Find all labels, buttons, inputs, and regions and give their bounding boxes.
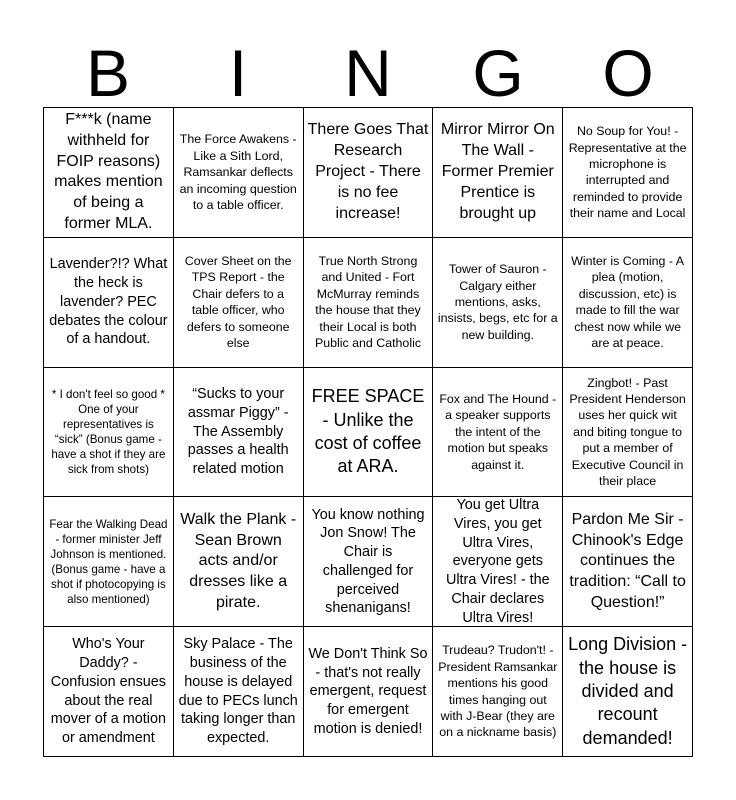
bingo-cell[interactable]	[563, 238, 693, 368]
cell-text: You know nothing Jon Snow! The Chair is challenged for perceived shenanigans!	[311, 506, 425, 617]
cell-text: “Sucks to your assmar Piggy” - The Assembly passes a health related motion	[187, 386, 289, 478]
bingo-cell[interactable]	[44, 238, 174, 368]
bingo-cell[interactable]	[304, 497, 434, 627]
bingo-cell[interactable]	[44, 108, 174, 238]
bingo-cell[interactable]	[304, 627, 434, 757]
header-letter-g: G	[472, 36, 524, 110]
cell-text: Who's Your Daddy? - Confusion ensues about the real mover of a motion or amendment	[50, 636, 166, 747]
cell-text: Fear the Walking Dead - former minister Jeff Johnson is mentioned. (Bonus game - have a shot if photocopying is also mentioned)	[49, 517, 168, 606]
bingo-cell[interactable]	[44, 368, 174, 498]
cell-text: Long Division - the house is divided and recount demanded!	[568, 634, 688, 748]
bingo-header	[43, 38, 693, 108]
cell-text: You get Ultra Vires, you get Ultra Vires, everyone gets Ultra Vires! - the Chair declares Ultra Vires!	[445, 497, 550, 626]
cell-text: Mirror Mirror On The Wall - Former Premier Prentice is brought up	[440, 121, 555, 222]
free-space-cell[interactable]	[304, 368, 434, 498]
cell-text: Lavender?!? What the heck is lavender? PEC debates the colour of a handout.	[49, 256, 168, 348]
bingo-cell[interactable]	[174, 108, 304, 238]
cell-text: True North Strong and United - Fort McMurray reminds the house that they their Local is both Public and Catholic	[314, 254, 422, 350]
bingo-cell[interactable]	[174, 238, 304, 368]
cell-text: Sky Palace - The business of the house is delayed due to PECs lunch taking longer than expected.	[178, 636, 298, 747]
header-letter-b: B	[85, 36, 131, 110]
header-letter-i: I	[228, 36, 248, 110]
bingo-cell[interactable]	[174, 497, 304, 627]
cell-text: Walk the Plank - Sean Brown acts and/or dresses like a pirate.	[180, 510, 297, 611]
cell-text: We Don't Think So - that's not really emergent, request for emergent motion is denied!	[308, 645, 428, 737]
bingo-cell[interactable]	[433, 497, 563, 627]
cell-text: Tower of Sauron - Calgary either mentions, asks, insists, begs, etc for a new building.	[437, 262, 558, 342]
cell-text: No Soup for You! - Representative at the microphone is interrupted and reminded to provide their name and Local	[568, 124, 687, 221]
cell-text: F***k (name withheld for FOIP reasons) makes mention of being a former MLA.	[54, 111, 163, 232]
cell-text: Zingbot! - Past President Henderson uses her quick wit and biting tongue to put a member of Executive Council in their place	[569, 375, 686, 488]
cell-text: Fox and The Hound - a speaker supports the intent of the motion but speaks against it.	[439, 392, 557, 472]
cell-text: Winter is Coming - A plea (motion, discussion, etc) is made to fill the war chest now while we are at peace.	[571, 254, 685, 350]
bingo-cell[interactable]	[563, 368, 693, 498]
bingo-cell[interactable]	[563, 627, 693, 757]
header-letter-o: O	[602, 36, 654, 110]
bingo-cell[interactable]	[433, 368, 563, 498]
cell-text: Cover Sheet on the TPS Report - the Chair defers to a table officer, who defers to someone else	[184, 254, 292, 350]
bingo-grid	[43, 107, 693, 757]
bingo-cell[interactable]	[433, 238, 563, 368]
cell-text: Trudeau? Trudon't! - President Ramsankar mentions his good times hanging out with J-Bear (they are on a nickname basis)	[438, 643, 558, 740]
bingo-cell[interactable]	[433, 627, 563, 757]
cell-text: There Goes That Research Project - There is no fee increase!	[307, 121, 429, 222]
cell-text: Pardon Me Sir - Chinook's Edge continues the tradition: “Call to Question!”	[569, 510, 686, 611]
bingo-cell[interactable]	[44, 627, 174, 757]
bingo-cell[interactable]	[304, 238, 434, 368]
header-letter-n: N	[344, 36, 392, 110]
bingo-cell[interactable]	[433, 108, 563, 238]
bingo-cell[interactable]	[174, 368, 304, 498]
bingo-cell[interactable]	[304, 108, 434, 238]
bingo-cell[interactable]	[563, 497, 693, 627]
cell-text: The Force Awakens - Like a Sith Lord, Ramsankar deflects an incoming question to a table officer.	[179, 132, 297, 212]
bingo-cell[interactable]	[44, 497, 174, 627]
cell-text: FREE SPACE - Unlike the cost of coffee at ARA.	[311, 386, 425, 477]
cell-text: * I don't feel so good * One of your representatives is “sick” (Bonus game - have a shot if they are sick from shots)	[51, 387, 166, 477]
bingo-cell[interactable]	[174, 627, 304, 757]
bingo-cell[interactable]	[563, 108, 693, 238]
